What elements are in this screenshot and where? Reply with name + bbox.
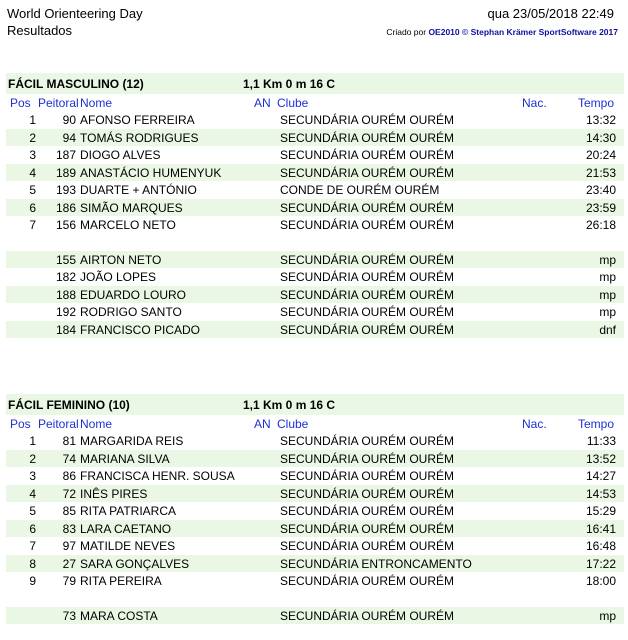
class-name: FÁCIL MASCULINO (12): [8, 77, 144, 91]
course-info: 1,1 Km 0 m 16 C: [243, 77, 336, 91]
bib-number: 97: [62, 539, 76, 553]
report-subtitle: Resultados: [7, 23, 73, 38]
runner-name: INÊS PIRES: [80, 486, 148, 501]
club-name: SECUNDÁRIA OURÉM OURÉM: [280, 287, 455, 302]
col-header-an: AN: [254, 96, 271, 110]
credit-prefix: Criado por: [386, 27, 427, 37]
result-time: 23:59: [585, 200, 616, 215]
result-row: [6, 129, 624, 147]
row-gap: [6, 234, 624, 251]
bib-number: 193: [55, 183, 76, 197]
bib-number: 81: [62, 434, 76, 448]
section-header: [6, 73, 624, 94]
bib-number: 72: [62, 486, 76, 501]
runner-name: JOÃO LOPES: [80, 270, 157, 284]
position: 1: [29, 113, 36, 127]
col-header-club: Clube: [277, 96, 309, 110]
result-row: [6, 537, 624, 555]
bib-number: 86: [62, 469, 76, 483]
result-time: 13:32: [585, 113, 616, 127]
runner-name: TOMÁS RODRIGUES: [80, 130, 199, 145]
bib-number: 184: [55, 322, 76, 337]
result-time: 11:33: [586, 434, 616, 448]
result-row: [6, 181, 624, 199]
club-name: SECUNDÁRIA OURÉM OURÉM: [280, 322, 455, 337]
club-name: SECUNDÁRIA OURÉM OURÉM: [280, 574, 455, 588]
result-time: 21:53: [585, 165, 616, 180]
software-credit: [386, 27, 618, 38]
section-header: [6, 394, 624, 415]
col-header-time: Tempo: [577, 417, 614, 431]
club-name: SECUNDÁRIA OURÉM OURÉM: [280, 608, 455, 623]
club-name: SECUNDÁRIA OURÉM OURÉM: [280, 521, 455, 536]
bib-number: 192: [55, 305, 76, 319]
club-name: SECUNDÁRIA OURÉM OURÉM: [280, 270, 455, 284]
bib-number: 73: [62, 608, 76, 623]
position: 2: [29, 130, 36, 145]
club-name: SECUNDÁRIA OURÉM OURÉM: [280, 305, 455, 319]
section-facil-masculino: [6, 73, 624, 338]
result-row: [6, 268, 624, 286]
position: 3: [29, 148, 36, 162]
position: 4: [29, 165, 36, 180]
club-name: SECUNDÁRIA OURÉM OURÉM: [280, 539, 455, 553]
section-facil-feminino: [6, 394, 624, 624]
runner-name: FRANCISCA HENR. SOUSA: [80, 469, 235, 483]
result-time: dnf: [599, 322, 616, 337]
col-header-club: Clube: [277, 417, 309, 431]
result-row: [6, 485, 624, 503]
runner-name: MARA COSTA: [80, 608, 158, 623]
bib-number: 90: [62, 113, 76, 127]
runner-name: EDUARDO LOURO: [80, 287, 187, 302]
result-row: [6, 520, 624, 538]
runner-name: SARA GONÇALVES: [80, 556, 190, 571]
bib-number: 83: [62, 521, 76, 536]
club-name: SECUNDÁRIA OURÉM OURÉM: [280, 130, 455, 145]
club-name: SECUNDÁRIA OURÉM OURÉM: [280, 165, 455, 180]
position: 2: [29, 451, 36, 466]
result-time: mp: [599, 287, 616, 302]
result-row: [6, 216, 624, 234]
result-time: 14:53: [585, 486, 616, 501]
bib-number: 188: [55, 287, 76, 302]
row-gap: [6, 590, 624, 607]
club-name: SECUNDÁRIA OURÉM OURÉM: [280, 200, 455, 215]
result-row: [6, 450, 624, 468]
result-row: [6, 555, 624, 573]
club-name: SECUNDÁRIA OURÉM OURÉM: [280, 504, 455, 518]
runner-name: MARCELO NETO: [80, 218, 176, 232]
runner-name: RITA PATRIARCA: [80, 504, 177, 518]
runner-name: MARGARIDA REIS: [80, 434, 184, 448]
col-header-time: Tempo: [577, 96, 614, 110]
position: 7: [29, 539, 36, 553]
club-name: SECUNDÁRIA OURÉM OURÉM: [280, 469, 455, 483]
result-row: [6, 146, 624, 164]
result-time: 16:48: [585, 539, 616, 553]
position: 6: [29, 521, 36, 536]
result-time: 23:40: [585, 183, 616, 197]
result-row: [6, 164, 624, 182]
result-time: 20:24: [585, 148, 616, 162]
club-name: SECUNDÁRIA ENTRONCAMENTO: [280, 556, 472, 571]
club-name: SECUNDÁRIA OURÉM OURÉM: [280, 113, 455, 127]
col-header-nac: Nac.: [522, 417, 547, 431]
bib-number: 74: [62, 451, 76, 466]
position: 4: [29, 486, 36, 501]
col-header-name: Nome: [80, 417, 113, 431]
club-name: SECUNDÁRIA OURÉM OURÉM: [280, 434, 455, 448]
club-name: SECUNDÁRIA OURÉM OURÉM: [280, 451, 455, 466]
course-info: 1,1 Km 0 m 16 C: [243, 398, 336, 412]
runner-name: SIMÃO MARQUES: [80, 200, 183, 215]
result-time: 14:30: [585, 130, 616, 145]
bib-number: 79: [62, 574, 76, 588]
col-header-nac: Nac.: [522, 96, 547, 110]
bib-number: 182: [55, 270, 76, 284]
col-header-bib: Peitoral: [38, 96, 79, 110]
position: 8: [29, 556, 36, 571]
result-time: mp: [599, 305, 616, 319]
runner-name: MATILDE NEVES: [80, 539, 176, 553]
bib-number: 27: [62, 556, 76, 571]
position: 6: [29, 200, 36, 215]
club-name: SECUNDÁRIA OURÉM OURÉM: [280, 252, 455, 267]
result-row: [6, 432, 624, 450]
runner-name: LARA CAETANO: [80, 521, 172, 536]
result-time: mp: [599, 608, 616, 623]
position: 9: [29, 574, 36, 588]
result-row: [6, 111, 624, 129]
runner-name: AFONSO FERREIRA: [80, 113, 195, 127]
result-time: 15:29: [585, 504, 616, 518]
class-name: FÁCIL FEMININO (10): [8, 398, 130, 412]
runner-name: RODRIGO SANTO: [80, 305, 182, 319]
col-header-pos: Pos: [10, 417, 31, 431]
position: 5: [29, 183, 36, 197]
bib-number: 156: [55, 218, 76, 232]
result-time: mp: [599, 270, 616, 284]
position: 7: [29, 218, 36, 232]
col-header-an: AN: [254, 417, 271, 431]
runner-name: DUARTE + ANTÓNIO: [80, 183, 197, 197]
bib-number: 94: [62, 130, 76, 145]
runner-name: MARIANA SILVA: [80, 451, 170, 466]
runner-name: AIRTON NETO: [80, 252, 162, 267]
result-time: 26:18: [585, 218, 616, 232]
runner-name: FRANCISCO PICADO: [80, 322, 201, 337]
result-row: [6, 303, 624, 321]
result-time: 14:27: [585, 469, 616, 483]
column-headers: [6, 94, 624, 111]
runner-name: DIOGO ALVES: [80, 148, 161, 162]
runner-name: ANASTÁCIO HUMENYUK: [80, 165, 222, 180]
result-time: 13:52: [585, 451, 616, 466]
col-header-name: Nome: [80, 96, 113, 110]
result-row: [6, 321, 624, 339]
position: 1: [29, 434, 36, 448]
club-name: SECUNDÁRIA OURÉM OURÉM: [280, 486, 455, 501]
result-row: [6, 199, 624, 217]
result-row: [6, 251, 624, 269]
bib-number: 155: [55, 252, 76, 267]
result-row: [6, 467, 624, 485]
bib-number: 85: [62, 504, 76, 518]
club-name: CONDE DE OURÉM OURÉM: [280, 183, 440, 197]
result-row: [6, 286, 624, 304]
position: 3: [29, 469, 36, 483]
club-name: SECUNDÁRIA OURÉM OURÉM: [280, 148, 455, 162]
runner-name: RITA PEREIRA: [80, 574, 162, 588]
result-row: [6, 572, 624, 590]
report-datetime: qua 23/05/2018 22:49: [487, 6, 614, 21]
result-row: [6, 502, 624, 520]
report-title: World Orienteering Day: [7, 6, 143, 21]
result-time: 16:41: [585, 521, 616, 536]
col-header-pos: Pos: [10, 96, 31, 110]
credit-brand: OE2010 © Stephan Krämer SportSoftware 2017: [428, 27, 618, 37]
result-time: mp: [599, 252, 616, 267]
result-time: 17:22: [585, 556, 616, 571]
result-time: 18:00: [585, 574, 616, 588]
bib-number: 187: [55, 148, 76, 162]
position: 5: [29, 504, 36, 518]
column-headers: [6, 415, 624, 432]
result-row: [6, 607, 624, 625]
bib-number: 186: [55, 200, 76, 215]
club-name: SECUNDÁRIA OURÉM OURÉM: [280, 218, 455, 232]
bib-number: 189: [55, 165, 76, 180]
col-header-bib: Peitoral: [38, 417, 79, 431]
